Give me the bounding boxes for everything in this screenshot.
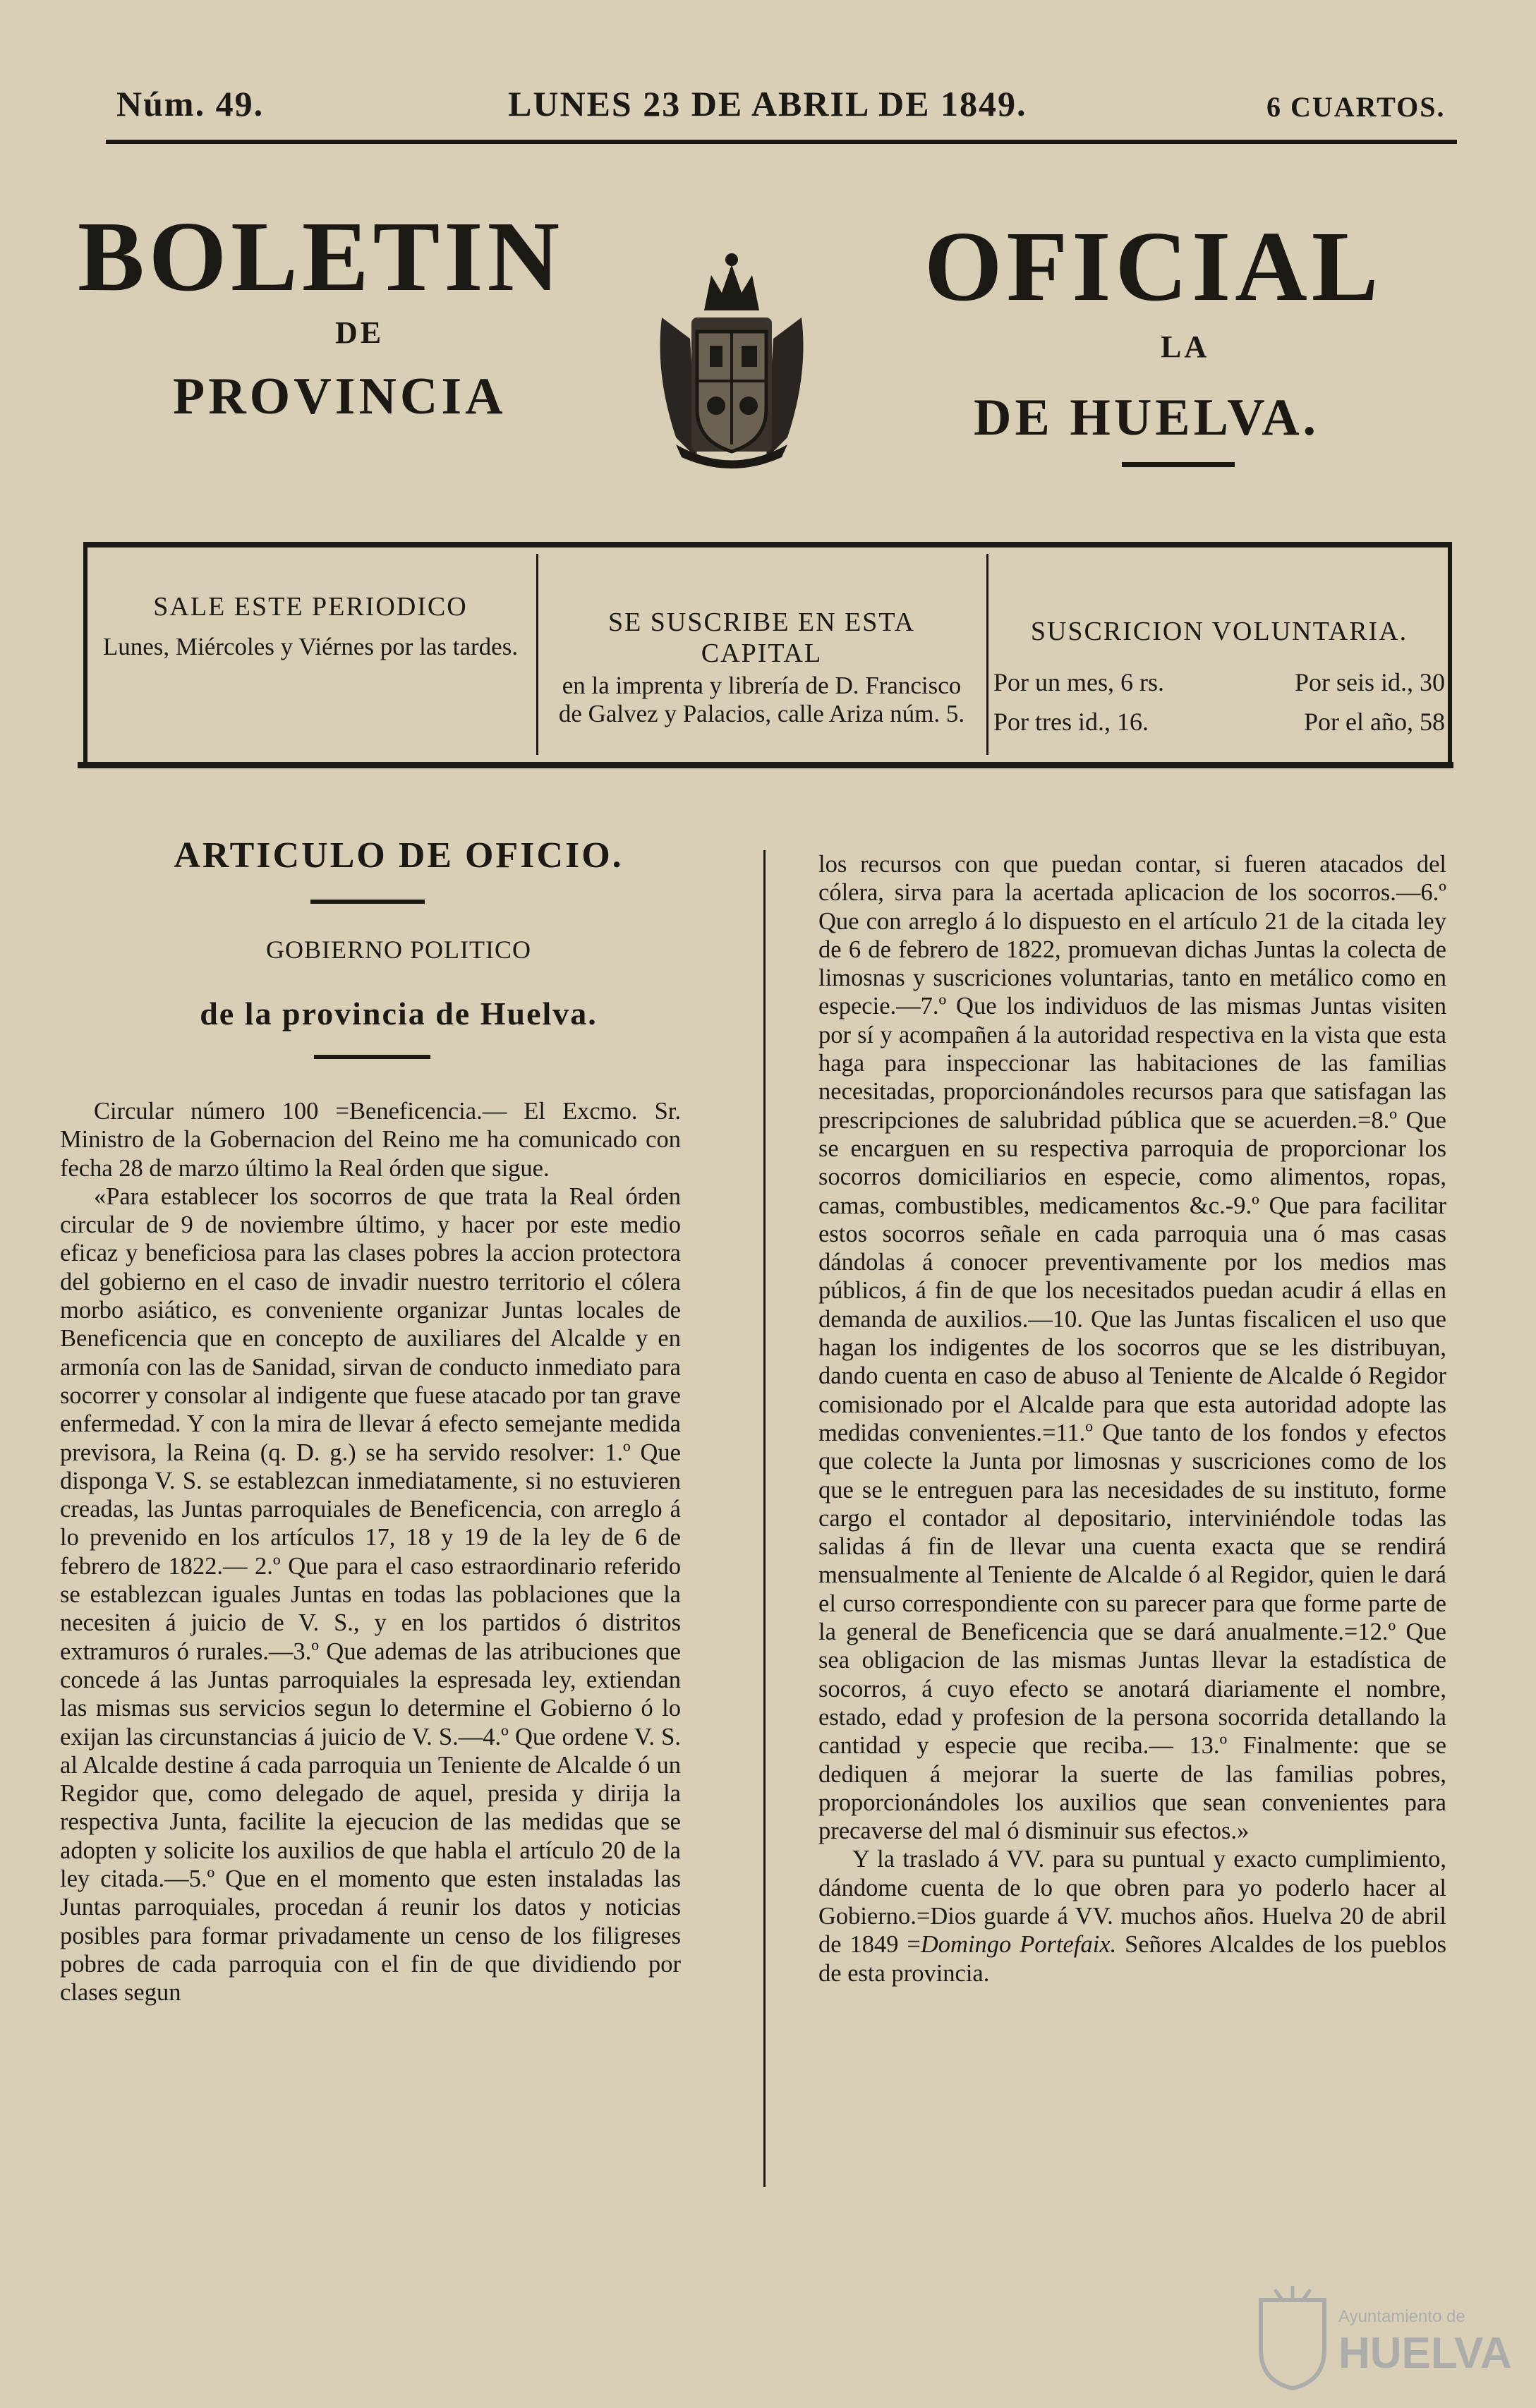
watermark-line1: Ayuntamiento de bbox=[1338, 2307, 1465, 2326]
box-publication bbox=[95, 549, 526, 768]
closing-end: Señores Alcaldes de los pueblos de esta provincia. bbox=[818, 1931, 1446, 1987]
crest-watermark-icon bbox=[1254, 2286, 1331, 2392]
masthead-oficial: OFICIAL bbox=[924, 210, 1383, 322]
watermark bbox=[1254, 2279, 1522, 2399]
section-rule bbox=[310, 900, 425, 904]
box-subscription bbox=[545, 549, 979, 768]
rate-left: Por un mes, 6 rs. bbox=[993, 668, 1164, 696]
watermark-line2: HUELVA bbox=[1338, 2329, 1512, 2378]
box-rates bbox=[993, 549, 1445, 768]
box-divider-2 bbox=[986, 554, 988, 755]
rate-row bbox=[993, 662, 1445, 702]
box-publication-text: Lunes, Miércoles y Viérnes por las tardes. bbox=[102, 633, 519, 660]
column-1 bbox=[60, 1097, 681, 2007]
box-rates-title: SUSCRICION VOLUNTARIA. bbox=[1030, 617, 1408, 646]
box-publication-title: SALE ESTE PERIODICO bbox=[153, 592, 468, 622]
issue-number: Núm. 49. bbox=[116, 84, 265, 123]
rate-right: Por seis id., 30 bbox=[1294, 668, 1445, 696]
section-title: ARTICULO DE OFICIO. bbox=[174, 835, 624, 876]
article-order-part1: «Para establecer los socorros de que trata la Real órden circular de 9 de noviembre último, y hacer por este medio eficaz y beneficiosa para las clases pobres la accion protectora del gobierno en el caso de invadir nuestro territorio el cólera morbo asiático, es conveniente organizar Juntas locales de Beneficencia que en concepto de auxiliares del Alcalde y en armonía con las de Sanidad, sirvan de conducto inmediato para socorrer y consolar al indigente que fuese atacado por tan grave enfermedad. Y con la mira de llevar á efecto semejante medida previsora, la Reina (q. D. g.) se ha servido resolver: 1.º Que disponga V. S. se establezcan inmediatamente, si no estuvieren creadas, las Juntas parroquiales de Beneficencia, con arreglo á lo prevenido en los artículos 17, 18 y 19 de la ley de 6 de febrero de 1822.— 2.º Que para el caso estraordinario referido se establezcan iguales Juntas en todas las poblaciones que la necesiten á juicio de V. S., y en los partidos ó distritos extramuros ó rurales.—3.º Que ademas de las atribuciones que concede á las Juntas parroquiales la espresada ley, extiendan las mismas sus servicios segun lo determine el Gobierno ó lo exijan las circunstancias á juicio de V. S.—4.º Que ordene V. S. al Alcalde destine á cada parroquia un Teniente de Alcalde ó un Regidor que, como delegado de aquel, presida y dirija la respectiva Junta, facilite la ejecucion de las medidas que se adopten y solicite los auxilios de que habla el artículo 20 de la ley citada.—5.º Que en el momento que esten instaladas las Juntas parroquiales, procedan á reunir los datos y noticias posibles para formar privadamente un censo de los filigreses pobres de cada parroquia con el fin de que dividiendo por clases segun bbox=[60, 1182, 681, 2007]
masthead-provincia: PROVINCIA bbox=[173, 368, 507, 425]
rate-left: Por tres id., 16. bbox=[993, 708, 1149, 736]
province-title: de la provincia de Huelva. bbox=[200, 996, 598, 1031]
box-right-edge bbox=[1448, 542, 1452, 768]
masthead-de: DE bbox=[335, 315, 385, 350]
box-divider-1 bbox=[536, 554, 538, 755]
box-top-rule bbox=[83, 542, 1452, 547]
column-rule bbox=[763, 850, 766, 2187]
gov-title: GOBIERNO POLITICO bbox=[266, 936, 531, 964]
rate-row bbox=[993, 702, 1445, 742]
article-closing bbox=[818, 1845, 1446, 1987]
rates-table bbox=[993, 662, 1445, 742]
rate-right: Por el año, 58 bbox=[1304, 708, 1445, 736]
article-order-part2: los recursos con que puedan contar, si fueren atacados del cólera, sirva para la acertada aplicacion de los socorros.—6.º Que con arreglo á lo dispuesto en el artículo 21 de la citada ley de 6 de febrero de 1822, promuevan dichas Juntas la colecta de limosnas y suscriciones voluntarias, tanto en metálico como en especie.—7.º Que los individuos de las mismas Juntas visiten por sí y acompañen á la autoridad respectiva en la vista que esta haga para inspeccionar las habitaciones de las familias necesitadas, proporcionándoles recursos para que satisfagan las prescripciones de salubridad pública que se acuerden.=8.º Que se encarguen en su respectiva parroquia de proporcionar los socorros domiciliarios en especie, como alimentos, ropas, camas, combustibles, medicamentos &c.-9.º Que para facilitar estos socorros señale en cada parroquia una ó mas casas dándolas á conocer preventivamente por los medios mas públicos, á fin de que los necesitados puedan acudir á ellas en demanda de auxilios.—10. Que las Juntas fiscalicen el uso que hagan los indigentes de los socorros que se les distribuyan, dando cuenta en caso de abuso al Teniente de Alcalde ó Regidor comisionado por el Alcalde para que esta autoridad adopte las medidas convenientes.=11.º Que tanto de los fondos y efectos que colecte la Junta por limosnas y suscriciones como de los que se le entreguen para las necesidades de su instituto, forme cargo el contador al depositario, interviniéndole todas las salidas á fin de llevar una cuenta exacta que se rendirá mensualmente al Teniente de Alcalde ó al Regidor, quien le dará el curso correspondiente con su parecer para que forme parte de la general de Beneficencia que se dará anualmente.=12.º Que sea obligacion de las mismas Juntas llevar la estadística de socorros, á cuyo efecto se anotará diariamente el nombre, estado, edad y profesion de la persona socorrida detallando la cantidad y especie que reciba.— 13.º Finalmente: que se dediquen á mejorar la suerte de las familias pobres, proporcionándoles los auxilios que sean convenientes para precaverse del mal ó disminuir sus efectos.» bbox=[818, 851, 1446, 1845]
coat-of-arms-icon bbox=[648, 233, 816, 473]
issue-price: 6 CUARTOS. bbox=[1266, 91, 1446, 123]
province-rule bbox=[314, 1055, 430, 1059]
masthead-boletin: BOLETIN bbox=[78, 200, 564, 312]
signature: Domingo Portefaix. bbox=[920, 1931, 1117, 1959]
masthead-underline bbox=[1122, 462, 1235, 467]
box-left-edge bbox=[83, 542, 87, 768]
masthead-de-huelva: DE HUELVA. bbox=[974, 389, 1320, 447]
article-intro: Circular número 100 =Beneficencia.— El Excmo. Sr. Ministro de la Gobernacion del Reino me ha comunicado con fecha 28 de marzo último la Real órden que sigue. bbox=[60, 1098, 681, 1182]
box-subscription-text: en la imprenta y librería de D. Francisco de Galvez y Palacios, calle Ariza núm. 5. bbox=[558, 672, 965, 727]
issue-date: LUNES 23 DE ABRIL DE 1849. bbox=[508, 84, 1027, 123]
masthead-la: LA bbox=[1161, 329, 1210, 364]
column-2 bbox=[818, 850, 1446, 1987]
closing-text: Y la traslado á VV. para su puntual y exacto cumplimiento, dándome cuenta de lo que obren para yo poderlo hacer al Gobierno.=Dios guarde á VV. muchos años. Huelva 20 de abril de 1849 = bbox=[818, 1846, 1446, 1959]
top-rule bbox=[106, 140, 1457, 144]
box-subscription-title: SE SUSCRIBE EN ESTA CAPITAL bbox=[607, 607, 916, 668]
